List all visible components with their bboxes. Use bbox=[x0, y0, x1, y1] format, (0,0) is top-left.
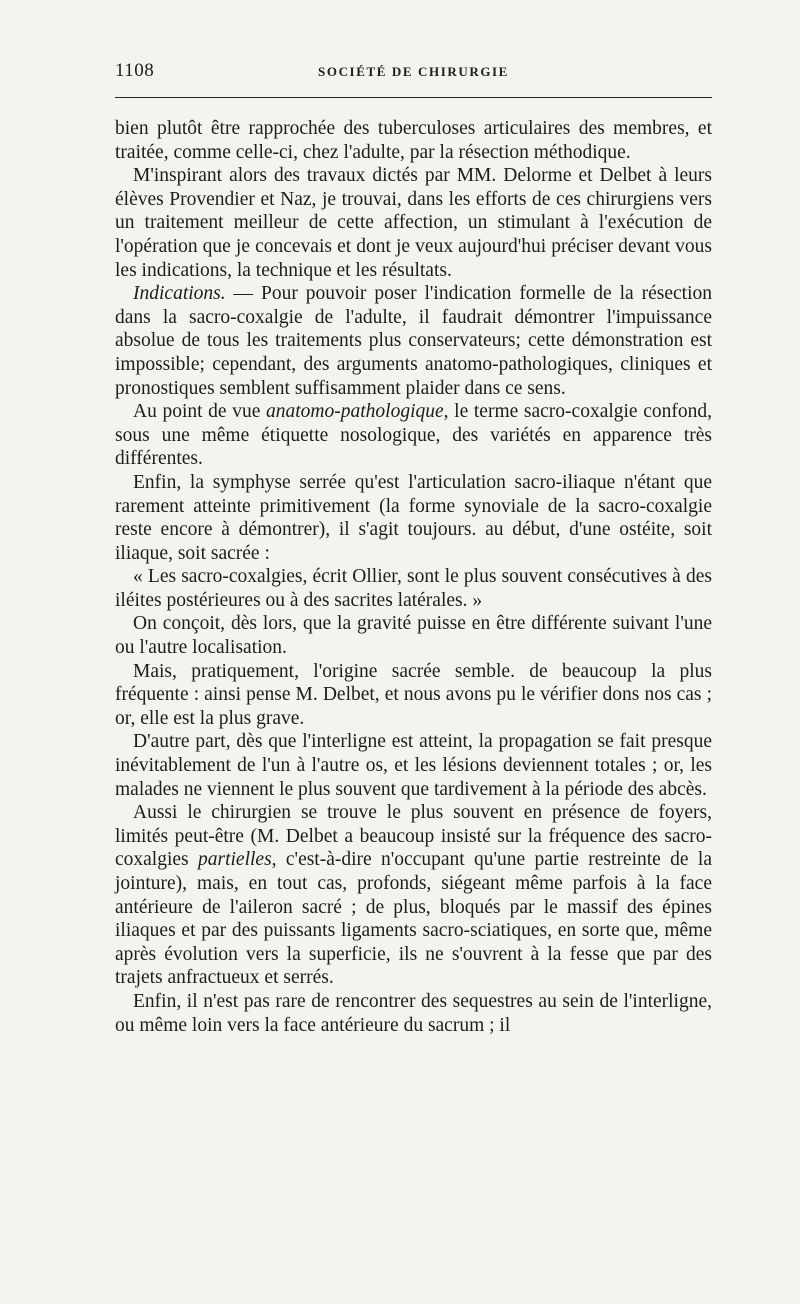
anatomo-text-b: , le terme sacro-coxalgie confond, sous une même étiquette nosologique, des variétés en apparence très différentes. bbox=[115, 401, 712, 470]
header-rule bbox=[115, 97, 712, 98]
p10-text-b: , c'est-à-dire n'occupant qu'une partie restreinte de la jointure), mais, en tout cas, profonds, siégeant même parfois à la face antérieure de l'aileron sacré ; de plus, bloqués par le massif des épines iliaques et par des puissants ligaments sacro-sciatiques, en sorte que, même après évolution vers la superficie, ils ne s'ouvrent à la fesse que par des trajets anfractueux et serrés. bbox=[115, 849, 713, 989]
anatomo-text-a: Au point de vue bbox=[133, 401, 267, 423]
paragraph-10 bbox=[115, 801, 712, 990]
paragraph-8: Mais, pratiquement, l'origine sacrée semble. de beaucoup la plus fréquente : ainsi pense M. Delbet, et nous avons pu le vérifier dons nos cas ; or, elle est la plus grave. bbox=[115, 660, 712, 729]
paragraph-5: Enfin, la symphyse serrée qu'est l'articulation sacro-iliaque n'étant que rarement atteinte primitivement (la forme synoviale de la sacro-coxalgie reste encore à démontrer), il s'agit toujours. au début, d'une ostéite, soit iliaque, soit sacrée : bbox=[115, 471, 712, 564]
anatomo-italic: anatomo-pathologique bbox=[266, 401, 444, 423]
paragraph-7: On conçoit, dès lors, que la gravité puisse en être différente suivant l'une ou l'autre localisation. bbox=[115, 613, 712, 659]
p10-italic: partielles bbox=[198, 849, 272, 871]
indications-text: — Pour pouvoir poser l'indication formelle de la résection dans la sacro-coxalgie de l'adulte, il faudrait démontrer l'impuissance absolue de tous les traitements plus conservateurs; cette démonstration est impossible; cependant, des arguments anatomo-pathologiques, cliniques et pronostiques semblent suffisamment plaider dans ce sens. bbox=[115, 283, 712, 399]
paragraph-2: M'inspirant alors des travaux dictés par MM. Delorme et Delbet à leurs élèves Provendier et Naz, je trouvai, dans les efforts de ces chirurgiens vers un traitement meilleur de cette affection, un stimulant à l'exécution de l'opération que je concevais et dont je veux aujourd'hui préciser devant vous les indications, la technique et les résultats. bbox=[115, 165, 712, 281]
paragraph-quote: « Les sacro-coxalgies, écrit Ollier, sont le plus souvent consécutives à des iléites postérieures ou à des sacrites latérales. » bbox=[115, 566, 712, 611]
paragraph-11: Enfin, il n'est pas rare de rencontrer des sequestres au sein de l'interligne, ou même loin vers la face antérieure du sacrum ; il bbox=[115, 990, 712, 1036]
page-number: 1108 bbox=[115, 60, 155, 81]
page-header bbox=[115, 55, 712, 95]
indications-heading: Indications. bbox=[133, 283, 226, 305]
paragraph-anatomo bbox=[115, 400, 712, 471]
paragraph-9: D'autre part, dès que l'interligne est atteint, la propagation se fait presque inévitablement de l'un à l'autre os, et les lésions deviennent totales ; or, les malades ne viennent le plus souvent que tardivement à la période des abcès. bbox=[115, 731, 712, 800]
paragraph-1: bien plutôt être rapprochée des tuberculoses articulaires des membres, et traitée, comme celle-ci, chez l'adulte, par la résection méthodique. bbox=[115, 118, 712, 163]
p10-text-a: Aussi le chirurgien se trouve le plus souvent en présence de foyers, limités peut-être (M. Delbet a beaucoup insisté sur la fréquence des sacro-coxalgies bbox=[115, 802, 712, 871]
running-head: SOCIÉTÉ DE CHIRURGIE bbox=[318, 64, 509, 79]
body-text bbox=[115, 117, 712, 1037]
paragraph-indications bbox=[115, 282, 712, 400]
